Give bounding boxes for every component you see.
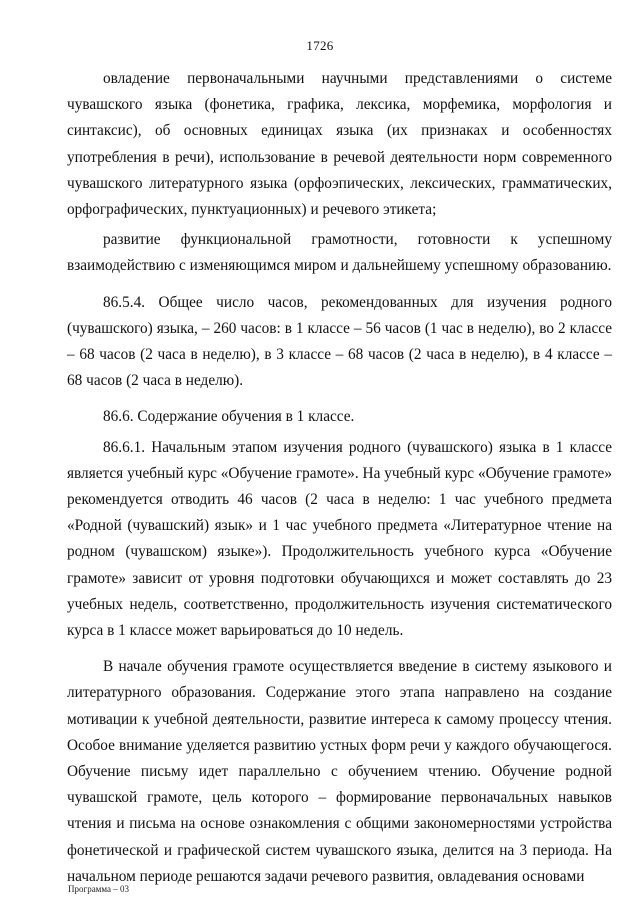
paragraph-86-5-4-hours: 86.5.4. Общее число часов, рекомендованных для изучения родного (чувашского) языка, – 260 часов: в 1 классе – 56 часов (1 час в неделю), во 2 классе – 68 часов (2 часа в неделю), в 3 классе – 68 часов (2 часа в неделю), в 4 классе – 68 часов (2 часа в неделю). [67, 293, 612, 390]
paragraph-86-6-heading: 86.6. Содержание обучения в 1 классе. [103, 408, 355, 426]
paragraph-functional-literacy: развитие функциональной грамотности, готовности к успешному взаимодействию с изменяющимся миром и дальнейшему успешному образованию. [67, 231, 612, 275]
document-body [67, 66, 612, 900]
page-number: 1726 [306, 38, 334, 53]
paragraph-86-6-1-literacy-course: 86.6.1. Начальным этапом изучения родного (чувашского) языка в 1 классе является учебный курс «Обучение грамоте». На учебный курс «Обучение грамоте» рекомендуется отводить 46 часов (2 часа в неделю: 1 час учебного предмета «Родной (чувашский) язык» и 1 час учебного предмета «Литературное чтение на родном (чувашском) языке»). Продолжительность учебного курса «Обучение грамоте» зависит от уровня подготовки обучающихся и может составлять до 23 учебных недель, соответственно, продолжительность изучения систематического курса в 1 классе может варьироваться до 10 недель. [67, 438, 612, 640]
paragraph-language-system: овладение первоначальными научными представлениями о системе чувашского языка (фонетика, графика, лексика, морфемика, морфология и синтаксис), об основных единицах языка (их признаках и особенностях употребления в речи), использование в речевой деятельности норм современного чувашского литературного языка (орфоэпических, лексических, грамматических, орфографических, пунктуационных) и речевого этикета; [67, 70, 612, 219]
paragraph-literacy-teaching-intro: В начале обучения грамоте осуществляется введение в систему языкового и литературного образования. Содержание этого этапа направлено на создание мотивации к учебной деятельности, развитие интереса к самому процессу чтения. Особое внимание уделяется развитию устных форм речи у каждого обучающегося. Обучение письму идет параллельно с обучением чтению. Обучение родной чувашской грамоте, цель которого – формирование первоначальных навыков чтения и письма на основе ознакомления с общими закономерностями устройства фонетической и графической систем чувашского языка, делится на 3 периода. На начальном периоде решаются задачи речевого развития, овладевания основами [67, 658, 612, 885]
footer-program-label: Программа – 03 [68, 884, 130, 894]
